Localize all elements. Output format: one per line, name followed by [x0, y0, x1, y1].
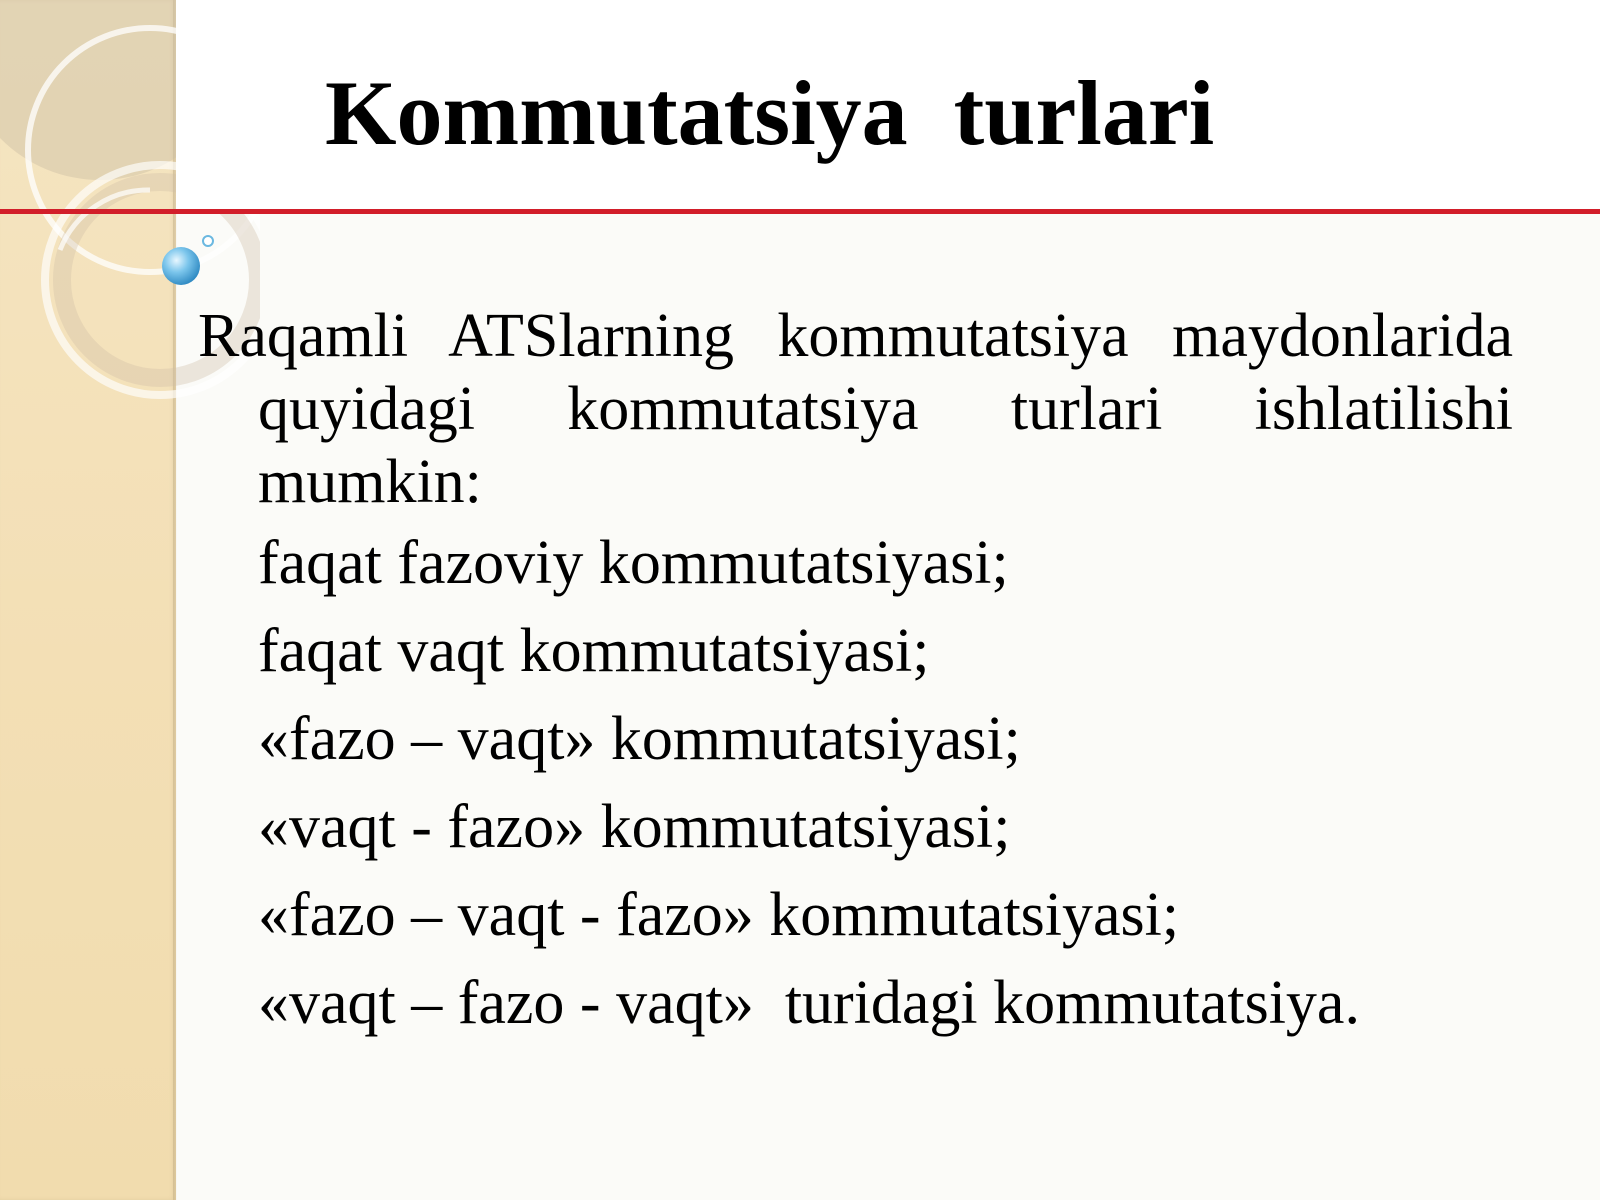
title-divider — [0, 209, 1600, 214]
list-item: faqat vaqt kommutatsiyasi; — [258, 617, 930, 685]
bubble-ornament-icon — [0, 0, 230, 300]
list-item: «fazo – vaqt» kommutatsiyasi; — [258, 705, 1021, 773]
list-item: «vaqt - fazo» kommutatsiyasi; — [258, 793, 1011, 861]
switching-types-list — [198, 519, 1513, 1047]
list-item: faqat fazoviy kommutatsiyasi; — [258, 529, 1009, 597]
list-item: «vaqt – fazo - vaqt» turidagi kommutatsiya. — [258, 969, 1360, 1037]
intro-paragraph: Raqamli ATSlarning kommutatsiya maydonlarida quyidagi kommutatsiya turlari ishlatilishi mumkin: — [198, 302, 1513, 516]
list-item: «fazo – vaqt - fazo» kommutatsiyasi; — [258, 881, 1180, 949]
slide-body — [198, 300, 1513, 1047]
slide-title: Kommutatsiya turlari — [325, 62, 1215, 164]
